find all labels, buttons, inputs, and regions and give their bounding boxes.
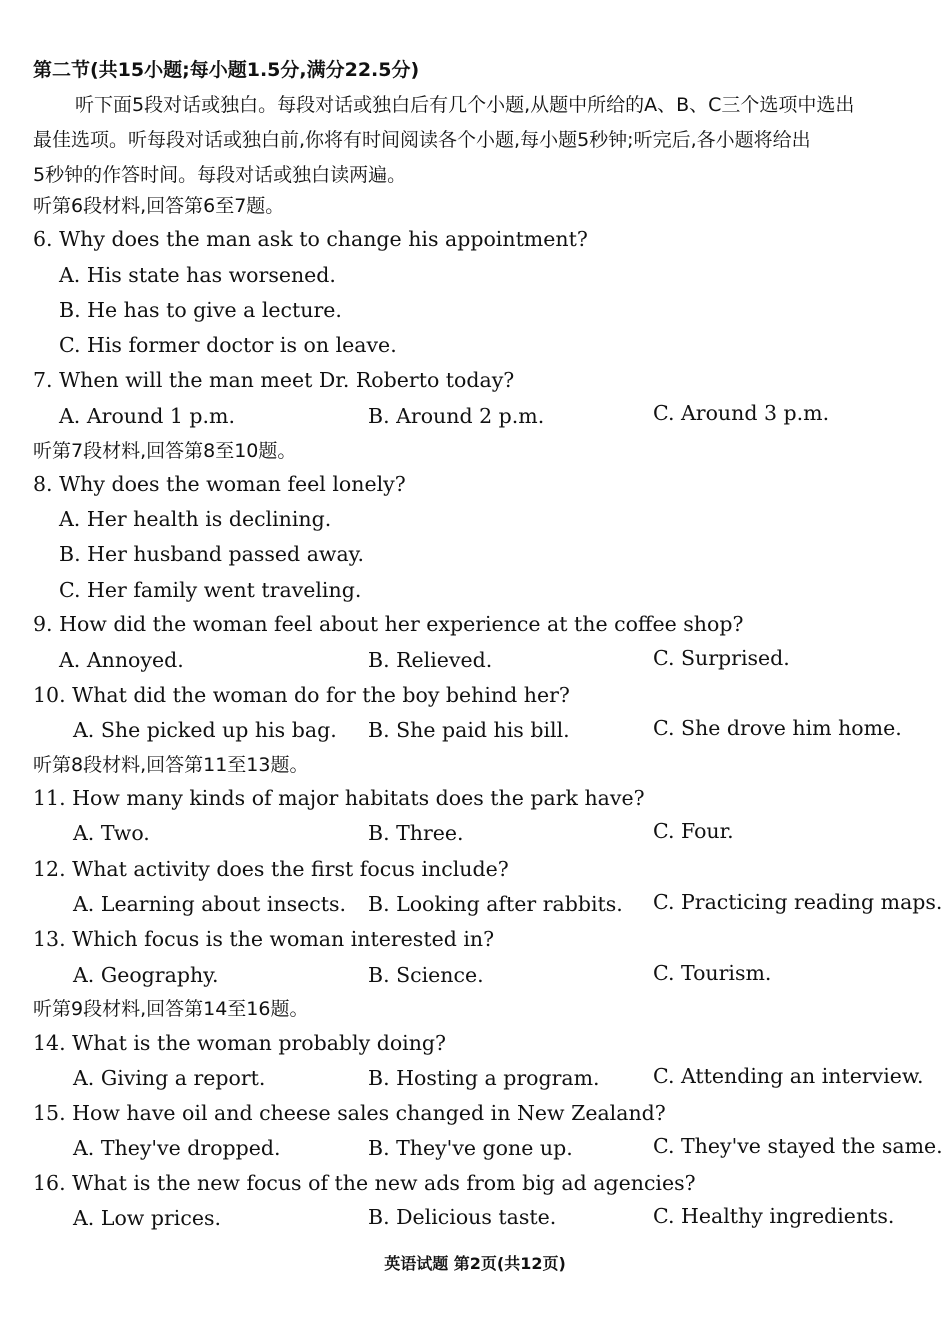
- page-footer: 英语试题 第2页(共12页): [384, 1254, 566, 1273]
- option-a: A. Two.: [73, 821, 150, 845]
- option-a: A. Her health is declining.: [59, 507, 332, 531]
- option-a: A. Annoyed.: [59, 648, 184, 672]
- option-c: C. Attending an interview.: [653, 1064, 924, 1088]
- option-b: B. She paid his bill.: [368, 718, 570, 742]
- instruction-line-1: 听下面5段对话或独白。每段对话或独白后有几个小题,从题中所给的A、B、C三个选项中选出: [75, 94, 855, 116]
- question-stem: 14. What is the woman probably doing?: [33, 1031, 447, 1055]
- question-stem: 10. What did the woman do for the boy behind her?: [33, 683, 570, 707]
- option-c: C. Tourism.: [653, 961, 772, 985]
- group-heading: 听第7段材料,回答第8至10题。: [33, 440, 297, 462]
- section-header: 第二节(共15小题;每小题1.5分,满分22.5分): [33, 59, 420, 81]
- option-c: C. Around 3 p.m.: [653, 401, 830, 425]
- option-b: B. Around 2 p.m.: [368, 404, 545, 428]
- question-stem: 7. When will the man meet Dr. Roberto today?: [33, 368, 515, 392]
- question-stem: 9. How did the woman feel about her experience at the coffee shop?: [33, 612, 744, 636]
- option-b: B. He has to give a lecture.: [59, 298, 342, 322]
- option-b: B. They've gone up.: [368, 1136, 573, 1160]
- option-a: A. His state has worsened.: [59, 263, 336, 287]
- question-stem: 6. Why does the man ask to change his appointment?: [33, 227, 588, 251]
- instruction-line-2: 最佳选项。听每段对话或独白前,你将有时间阅读各个小题,每小题5秒钟;听完后,各小题将给出: [33, 129, 811, 151]
- instruction-line-3: 5秒钟的作答时间。每段对话或独白读两遍。: [33, 164, 407, 186]
- option-b: B. Science.: [368, 963, 484, 987]
- option-c: C. His former doctor is on leave.: [59, 333, 397, 357]
- option-c: C. She drove him home.: [653, 716, 902, 740]
- option-a: A. She picked up his bag.: [73, 718, 337, 742]
- question-stem: 11. How many kinds of major habitats does the park have?: [33, 786, 645, 810]
- option-a: A. Geography.: [73, 963, 219, 987]
- question-stem: 12. What activity does the first focus include?: [33, 857, 509, 881]
- option-a: A. Learning about insects.: [73, 892, 347, 916]
- option-b: B. Relieved.: [368, 648, 493, 672]
- option-b: B. Delicious taste.: [368, 1205, 557, 1229]
- option-a: A. They've dropped.: [73, 1136, 281, 1160]
- question-stem: 16. What is the new focus of the new ads from big ad agencies?: [33, 1171, 696, 1195]
- question-stem: 13. Which focus is the woman interested in?: [33, 927, 495, 951]
- group-heading: 听第6段材料,回答第6至7题。: [33, 195, 285, 217]
- group-heading: 听第9段材料,回答第14至16题。: [33, 998, 309, 1020]
- option-c: C. Practicing reading maps.: [653, 890, 943, 914]
- option-c: C. They've stayed the same.: [653, 1134, 943, 1158]
- option-c: C. Healthy ingredients.: [653, 1204, 895, 1228]
- group-heading: 听第8段材料,回答第11至13题。: [33, 754, 309, 776]
- question-stem: 8. Why does the woman feel lonely?: [33, 472, 406, 496]
- option-c: C. Four.: [653, 819, 734, 843]
- option-b: B. Three.: [368, 821, 464, 845]
- option-b: B. Hosting a program.: [368, 1066, 600, 1090]
- option-a: A. Low prices.: [73, 1206, 221, 1230]
- option-c: C. Surprised.: [653, 646, 790, 670]
- question-stem: 15. How have oil and cheese sales changed in New Zealand?: [33, 1101, 666, 1125]
- option-a: A. Around 1 p.m.: [59, 404, 235, 428]
- option-b: B. Looking after rabbits.: [368, 892, 623, 916]
- option-a: A. Giving a report.: [73, 1066, 266, 1090]
- option-b: B. Her husband passed away.: [59, 542, 365, 566]
- option-c: C. Her family went traveling.: [59, 578, 362, 602]
